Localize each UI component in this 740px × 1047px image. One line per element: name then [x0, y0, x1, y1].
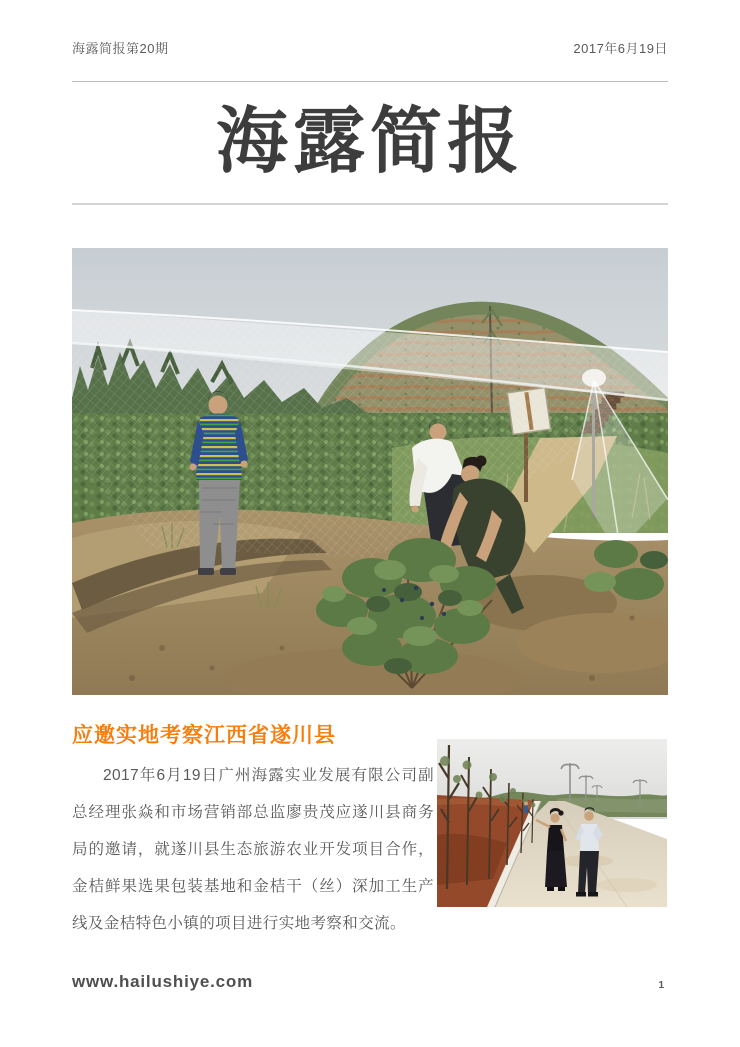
article-body: 2017年6月19日广州海露实业发展有限公司副总经理张焱和市场营销部总监廖贵茂应遂川县商务局的邀请，就遂川县生态旅游农业开发项目合作，金桔鲜果选果包装基地和金桔干（丝）深加工生产线及金桔特色小镇的项目进行实地考察和交流。 [72, 767, 434, 932]
page-title: 海露简报 [215, 102, 524, 182]
article-heading: 应邀实地考察江西省遂川县 [72, 724, 336, 747]
distant-worker [524, 802, 528, 814]
side-photo-road-inspection [437, 739, 667, 907]
footer-page-number: 1 [658, 980, 664, 991]
footer-website: www.hailushiye.com [72, 972, 253, 991]
header-date: 2017年6月19日 [573, 41, 668, 56]
main-photo-field-inspection [72, 248, 668, 695]
header-divider [72, 81, 668, 82]
masthead-divider [72, 203, 668, 205]
header-issue-label: 海露简报第20期 [72, 41, 169, 56]
